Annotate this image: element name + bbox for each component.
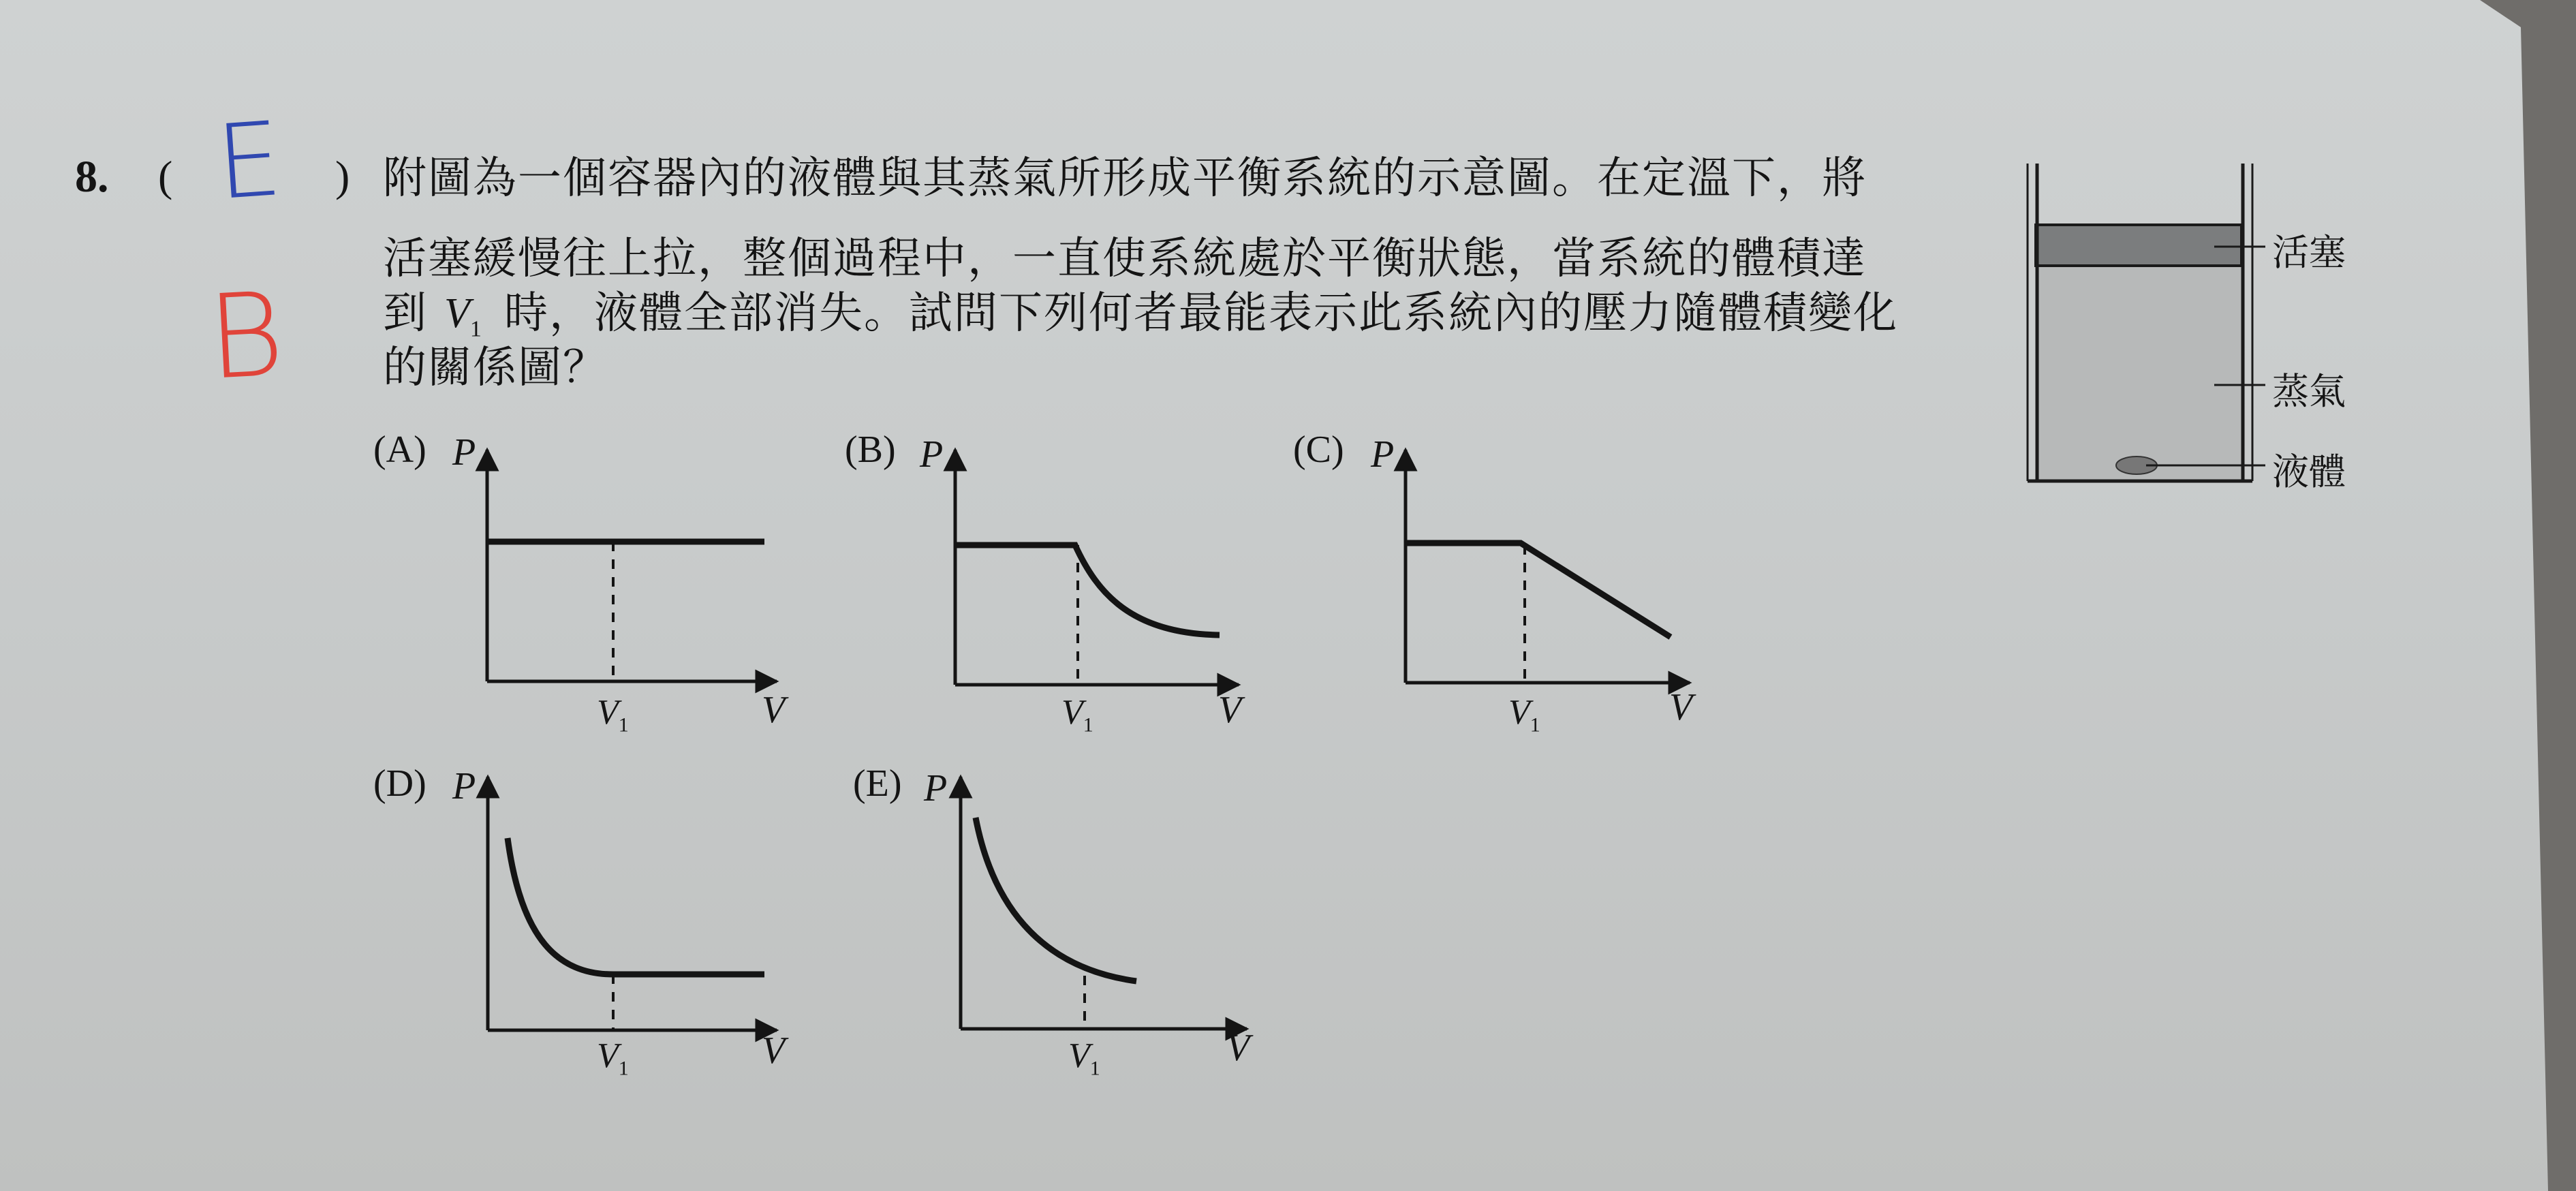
question-number: 8. xyxy=(75,152,109,202)
graph-b xyxy=(955,450,1239,685)
graph-d xyxy=(488,777,777,1030)
option-a-p-label: P xyxy=(452,431,476,474)
option-e-label: (E) xyxy=(853,762,902,805)
option-a-label: (A) xyxy=(373,429,426,471)
graph-d-curve xyxy=(508,838,764,974)
stem-line-2: 活塞緩慢往上拉，整個過程中，一直使系統處於平衡狀態，當系統的體積達 xyxy=(383,234,1867,284)
handwritten-answer-red: B xyxy=(204,267,288,406)
graph-a xyxy=(487,450,777,681)
option-c-label: (C) xyxy=(1293,429,1344,471)
option-e-v1-label: $V_1$ xyxy=(1068,1036,1100,1080)
option-e-p-label: P xyxy=(924,767,948,809)
stem-line-3: 時，液體全部消失。試問下列何者最能表示此系統內的壓力隨體積變化 xyxy=(504,288,1898,339)
handwritten-answer-blue: E xyxy=(213,99,285,223)
option-c-v1-label: $V_1$ xyxy=(1508,693,1540,737)
piston-label: 活塞 xyxy=(2272,231,2346,274)
option-b-v-label: V xyxy=(1218,689,1242,731)
graph-b-curve xyxy=(955,545,1220,635)
stem-line-3-prefix: 到 xyxy=(383,288,428,339)
stem-line-1: 附圖為一個容器內的液體與其蒸氣所形成平衡系統的示意圖。在定溫下，將 xyxy=(383,153,1867,204)
vapor-label: 蒸氣 xyxy=(2272,370,2346,413)
answer-paren-close: ) xyxy=(335,152,350,200)
stem-line-4: 的關係圖？ xyxy=(383,343,608,393)
option-b-v1-label: $V_1$ xyxy=(1061,693,1093,737)
graph-e xyxy=(961,777,1247,1029)
option-b-label: (B) xyxy=(845,429,896,471)
graph-e-curve xyxy=(976,818,1136,981)
answer-paren-open: ( xyxy=(158,152,173,200)
option-b-p-label: P xyxy=(920,433,944,476)
option-e-v-label: V xyxy=(1226,1027,1250,1069)
option-c-p-label: P xyxy=(1371,433,1395,476)
option-d-p-label: P xyxy=(452,765,476,807)
option-a-v1-label: $V_1$ xyxy=(597,693,629,737)
option-c-v-label: V xyxy=(1669,686,1693,728)
liquid-label: 液體 xyxy=(2272,450,2346,493)
stem-v-symbol: $V_1$ xyxy=(444,290,482,342)
option-d-label: (D) xyxy=(373,762,426,805)
option-d-v-label: V xyxy=(762,1030,786,1072)
graph-c xyxy=(1406,450,1690,683)
option-d-v1-label: $V_1$ xyxy=(597,1036,629,1080)
option-a-v-label: V xyxy=(762,689,786,731)
graph-c-curve xyxy=(1406,543,1671,637)
